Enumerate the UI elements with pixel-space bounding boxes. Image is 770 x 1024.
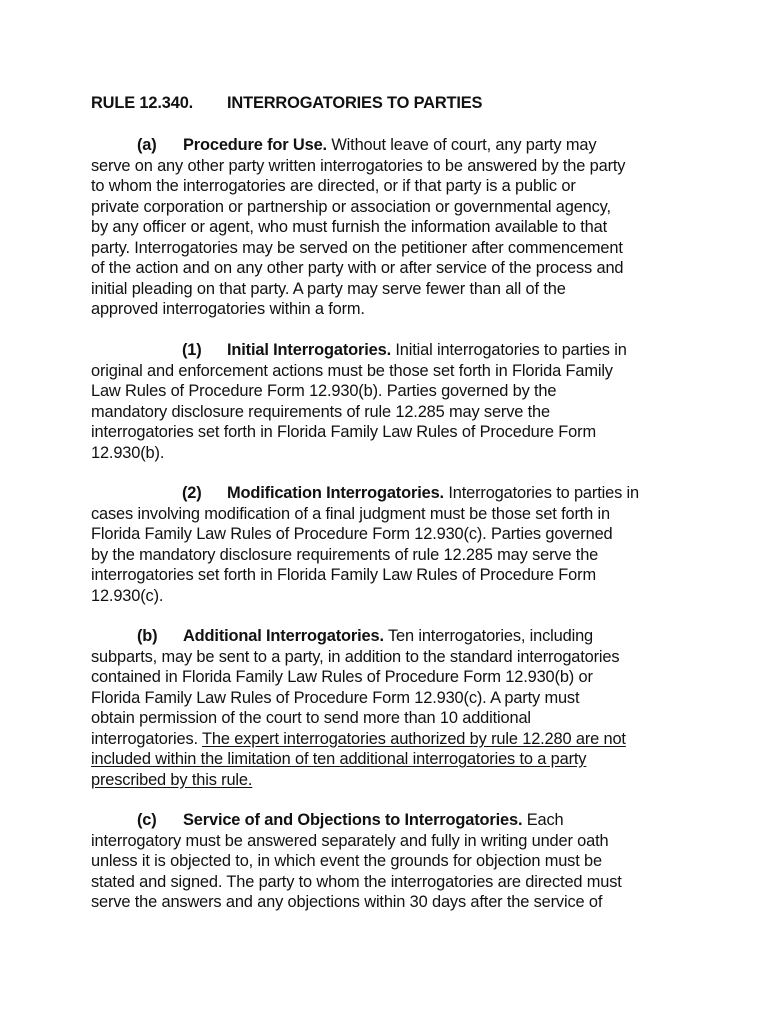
section-c-title: Service of and Objections to Interrogatories. [183, 811, 523, 829]
rule-title: INTERROGATORIES TO PARTIES [227, 94, 483, 112]
section-a-line-7: of the action and on any other party with or after service of the process and [91, 259, 624, 277]
section-a1-title: Initial Interrogatories. [227, 341, 391, 359]
section-a2-title: Modification Interrogatories. [227, 484, 444, 502]
section-a-text: Without leave of court, any party may [326, 136, 597, 154]
section-a-line-2: serve on any other party written interrogatories to be answered by the party [91, 156, 626, 175]
section-a1-line-4: mandatory disclosure requirements of rule 12.285 may serve the [91, 402, 550, 421]
section-b-text: Ten interrogatories, including [383, 627, 594, 645]
rule-number: RULE 12.340. [91, 94, 194, 112]
section-c-line-5: serve the answers and any objections within 30 days after the service of [91, 893, 603, 911]
section-c-label: (c) [137, 811, 157, 829]
section-b-line-2: subparts, may be sent to a party, in addition to the standard interrogatories [91, 647, 620, 666]
section-a1-line-1 [182, 340, 770, 360]
section-a2-label: (2) [182, 484, 202, 502]
rule-heading [91, 93, 691, 113]
section-b-label: (b) [137, 627, 158, 645]
section-a1-label: (1) [182, 341, 202, 359]
section-a2-line-4: by the mandatory disclosure requirements of rule 12.285 may serve the [91, 545, 599, 564]
section-c-line-4: stated and signed. The party to whom the interrogatories are directed must [91, 872, 622, 891]
section-a-line-5: by any officer or agent, who must furnish the information available to that [91, 218, 607, 236]
section-a2-line-3: Florida Family Law Rules of Procedure Form 12.930(c). Parties governed [91, 525, 613, 543]
section-a1-line-6: 12.930(b). [91, 443, 165, 462]
section-b-line-5: obtain permission of the court to send more than 10 additional [91, 709, 531, 727]
section-a2-line-6: 12.930(c). [91, 586, 164, 605]
section-a2-line-1 [182, 483, 770, 503]
section-a-line-6: party. Interrogatories may be served on the petitioner after commencement [91, 238, 623, 257]
amendment-underline-1: The expert interrogatories authorized by rule 12.280 are not [202, 729, 626, 748]
section-c-text: Each [522, 811, 564, 829]
section-a-title: Procedure for Use. [183, 136, 327, 154]
section-b-line-3: contained in Florida Family Law Rules of Procedure Form 12.930(b) or [91, 668, 593, 686]
section-a-label: (a) [137, 136, 157, 154]
section-b-line-4: Florida Family Law Rules of Procedure Form 12.930(c). A party must [91, 688, 580, 707]
section-a1-line-5: interrogatories set forth in Florida Family Law Rules of Procedure Form [91, 423, 596, 441]
section-a-line-8: initial pleading on that party. A party may serve fewer than all of the [91, 279, 566, 298]
section-b-line-6 [91, 729, 691, 749]
section-a1-line-3: Law Rules of Procedure Form 12.930(b). Parties governed by the [91, 382, 557, 400]
section-a1-text: Initial interrogatories to parties in [390, 341, 627, 359]
amendment-underline-3: prescribed by this rule. [91, 770, 253, 789]
section-a2-line-2: cases involving modification of a final judgment must be those set forth in [91, 504, 610, 523]
section-a-line-1 [137, 135, 737, 155]
section-a-line-9: approved interrogatories within a form. [91, 300, 365, 318]
section-a-line-4: private corporation or partnership or association or governmental agency, [91, 197, 611, 216]
section-c-line-3: unless it is objected to, in which event the grounds for objection must be [91, 852, 602, 870]
section-b-title: Additional Interrogatories. [183, 627, 384, 645]
amendment-underline-2: included within the limitation of ten additional interrogatories to a party [91, 750, 587, 768]
section-a-line-3: to whom the interrogatories are directed, or if that party is a public or [91, 177, 576, 195]
section-c-line-2: interrogatory must be answered separately and fully in writing under oath [91, 831, 609, 850]
section-a2-text: Interrogatories to parties in [443, 484, 639, 502]
section-c-line-1 [137, 810, 737, 830]
section-b-line-1 [137, 626, 737, 646]
section-a2-line-5: interrogatories set forth in Florida Family Law Rules of Procedure Form [91, 566, 596, 584]
section-a1-line-2: original and enforcement actions must be those set forth in Florida Family [91, 361, 613, 380]
section-b-plain: interrogatories. [91, 729, 203, 748]
